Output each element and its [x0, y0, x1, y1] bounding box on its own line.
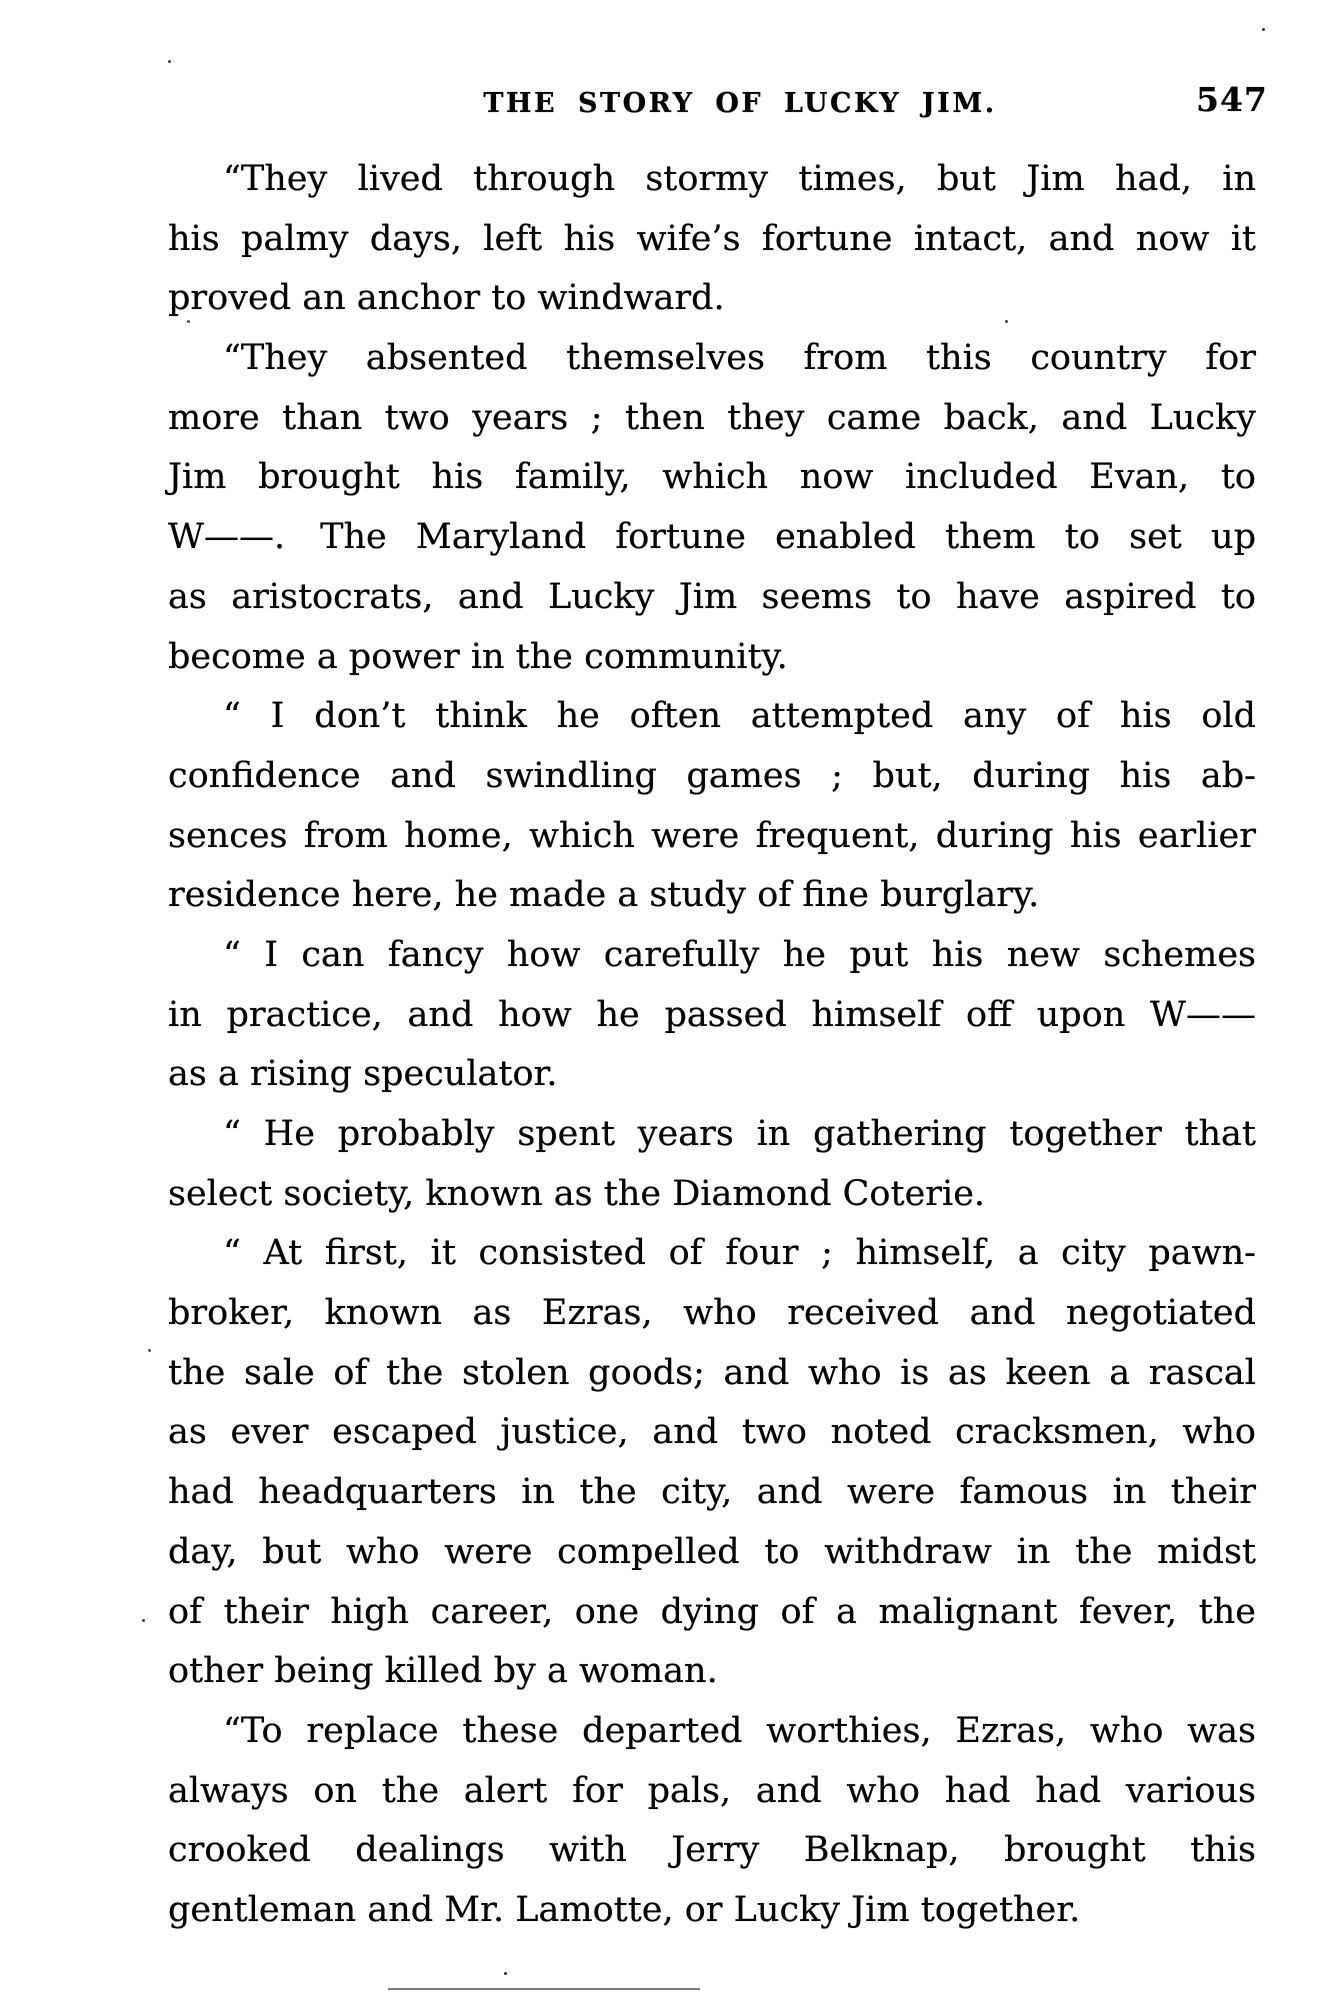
paragraph — [168, 1105, 1256, 1224]
text-line: the sale of the stolen goods; and who is as keen a rascal — [168, 1352, 1256, 1393]
paragraph — [168, 1224, 1256, 1702]
paragraph — [168, 150, 1256, 329]
text-line: his palmy days, left his wife’s fortune intact, and now it — [168, 218, 1256, 259]
text-line: as ever escaped justice, and two noted cracksmen, who — [168, 1412, 1256, 1453]
text-line: in practice, and how he passed himself off upon W—— — [168, 994, 1256, 1035]
text-line: residence here, he made a study of fine burglary. — [168, 875, 1040, 916]
text-line: “To replace these departed worthies, Ezras, who was — [223, 1710, 1256, 1751]
running-header-title: THE STORY OF LUCKY JIM. — [483, 88, 997, 119]
page-number: 547 — [1196, 80, 1268, 119]
text-line: “They lived through stormy times, but Jim had, in — [223, 159, 1256, 199]
text-line: “They absented themselves from this country for — [223, 338, 1256, 379]
text-line: day, but who were compelled to withdraw in the midst — [168, 1531, 1256, 1572]
text-line: become a power in the community. — [168, 636, 788, 677]
text-line: crooked dealings with Jerry Belknap, brought this — [168, 1830, 1256, 1871]
page-text — [168, 150, 1256, 1941]
text-line: gentleman and Mr. Lamotte, or Lucky Jim together. — [168, 1889, 1081, 1930]
text-line: Jim brought his family, which now included Evan, to — [168, 457, 1256, 498]
text-line: other being killed by a woman. — [168, 1651, 718, 1692]
text-line: as a rising speculator. — [168, 1054, 558, 1095]
scan-artifact-specks — [1262, 28, 1265, 31]
paragraph — [168, 1702, 1256, 1941]
text-line: W——. The Maryland fortune enabled them to set up — [168, 517, 1256, 558]
paragraph — [168, 329, 1256, 687]
text-line: always on the alert for pals, and who had had various — [168, 1770, 1256, 1811]
scan-artifact-line — [388, 1988, 700, 1990]
text-line: “ I can fancy how carefully he put his new schemes — [223, 934, 1256, 975]
text-line: had headquarters in the city, and were famous in their — [168, 1472, 1256, 1513]
paragraph — [168, 687, 1256, 926]
text-line: “ At first, it consisted of four ; himself, a city pawn- — [223, 1233, 1256, 1274]
text-line: “ He probably spent years in gathering together that — [223, 1114, 1256, 1154]
text-line: select society, known as the Diamond Coterie. — [168, 1173, 986, 1214]
text-line: of their high career, one dying of a malignant fever, the — [168, 1591, 1256, 1632]
text-line: confidence and swindling games ; but, during his ab- — [168, 755, 1256, 796]
text-line: proved an anchor to windward. — [168, 278, 725, 319]
running-header — [0, 0, 1322, 140]
text-line: sences from home, which were frequent, during his earlier — [168, 815, 1256, 856]
text-line: “ I don’t think he often attempted any of his old — [223, 696, 1256, 737]
text-line: more than two years ; then they came back, and Lucky — [168, 397, 1256, 438]
paragraph — [168, 926, 1256, 1105]
text-line: as aristocrats, and Lucky Jim seems to have aspired to — [168, 576, 1256, 617]
text-line: broker, known as Ezras, who received and negotiated — [168, 1293, 1256, 1334]
